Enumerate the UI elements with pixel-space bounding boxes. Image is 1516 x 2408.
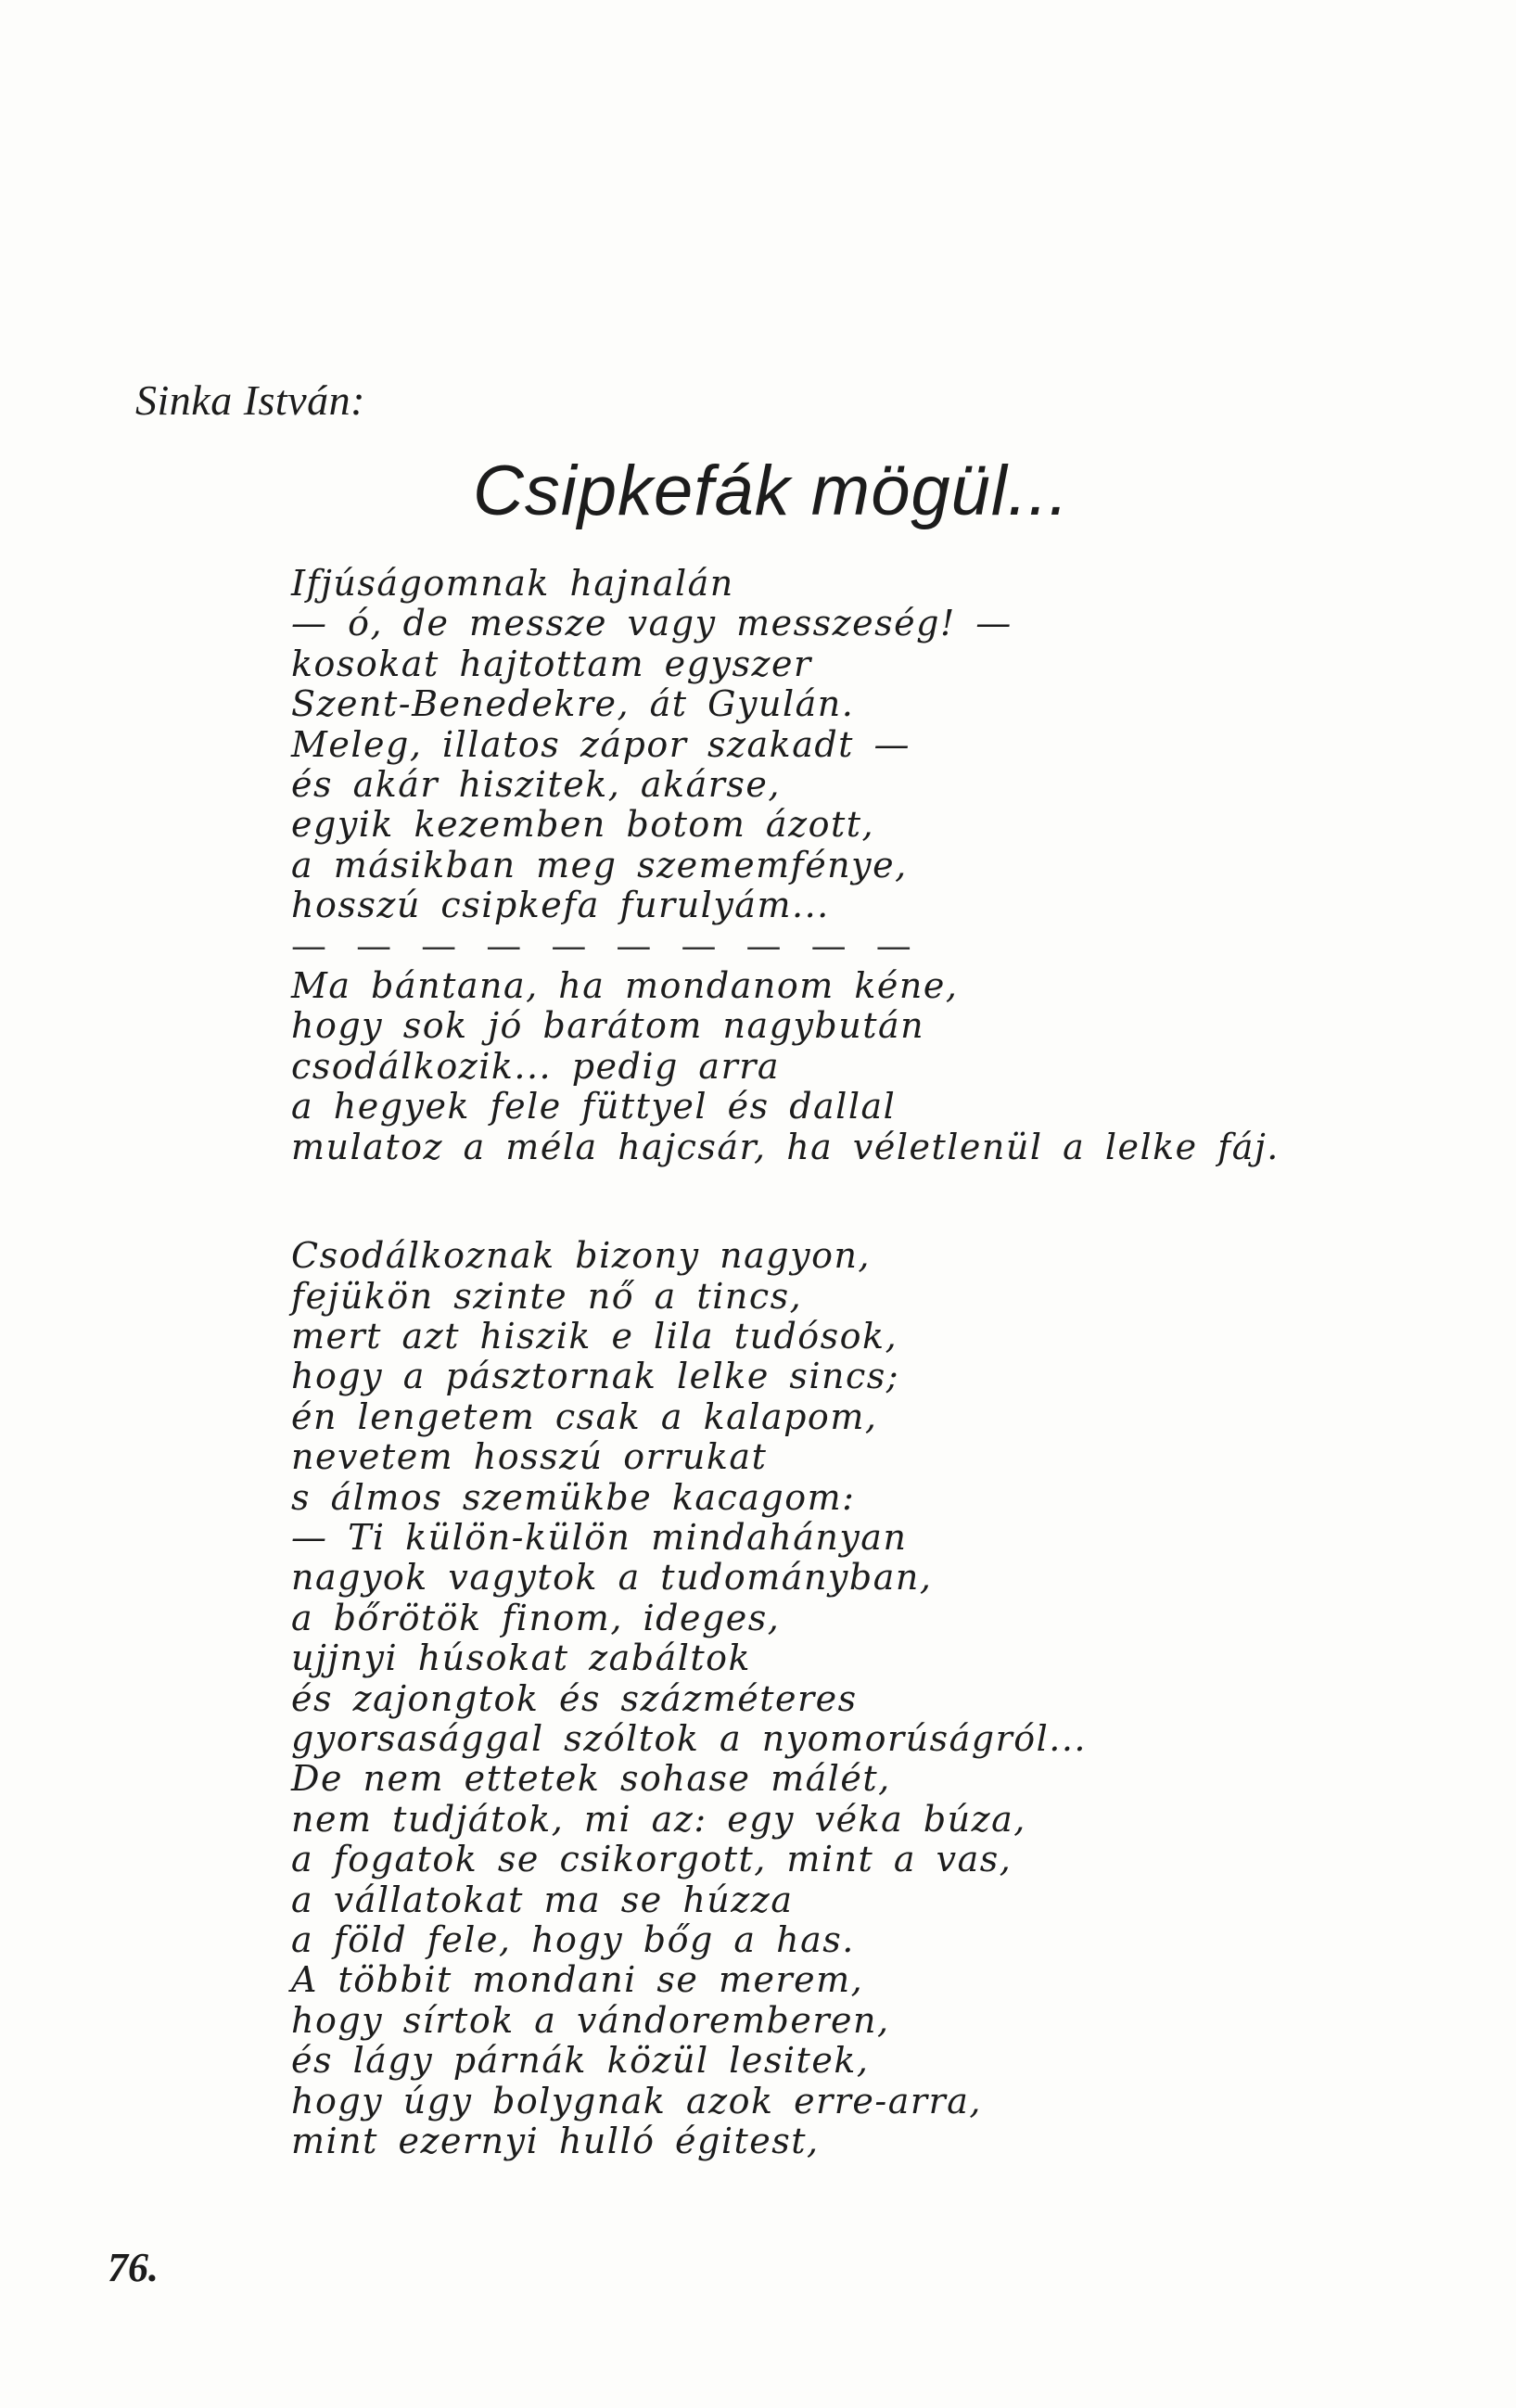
page-number: 76. [108,2245,159,2290]
poem-line: egyik kezemben botom ázott, [291,804,875,846]
poem-line: Ifjúságomnak hajnalán [291,563,734,604]
poem-line: gyorsasággal szóltok a nyomorúságról... [291,1717,1088,1759]
poem-line: a vállatokat ma se húzza [291,1879,794,1920]
poem-line: és akár hiszitek, akárse, [291,764,781,806]
poem-title: Csipkefák mögül... [473,452,1070,530]
poem-line: s álmos szemükbe kacagom: [291,1476,856,1518]
poem-line: mint ezernyi hulló égitest, [291,2121,820,2162]
poem-line: hogy úgy bolygnak azok erre-arra, [291,2080,982,2121]
poem-line: hosszú csipkefa furulyám... [291,885,830,926]
poem-line: mert azt hiszik e lila tudósok, [291,1315,898,1357]
poem-line: hogy sok jó barátom nagybután [291,1005,925,1047]
poem-line: Ma bántana, ha mondanom kéne, [291,965,959,1007]
poem-line: nevetem hosszú orrukat [291,1436,768,1478]
poem-line: — Ti külön-külön mindahányan [291,1516,908,1558]
poem-line: mulatoz a méla hajcsár, ha véletlenül a lelke fáj. [291,1126,1280,1167]
poem-line: a fogatok se csikorgott, mint a vas, [291,1839,1013,1880]
poem-line: csodálkozik... pedig arra [291,1045,781,1087]
poem-line: nem tudjátok, mi az: egy véka búza, [291,1798,1026,1840]
poem-author: Sinka István: [135,376,365,424]
poem-line: hogy sírtok a vándoremberen, [291,1999,890,2041]
poem-line: én lengetem csak a kalapom, [291,1395,878,1437]
poem-line: a hegyek fele füttyel és dallal [291,1086,897,1128]
poem-line: Meleg, illatos zápor szakadt — [291,723,911,765]
poem-stanza [291,564,1385,1167]
poem-line: De nem ettetek sohase málét, [291,1758,891,1800]
poem-line: Csodálkoznak bizony nagyon, [291,1235,871,1277]
poem-line: A többit mondani se merem, [291,1959,864,2001]
poem-body [291,564,1385,2161]
dash-separator: — — — — — — — — — — [291,924,911,966]
poem-line: a másikban meg szememfénye, [291,844,908,885]
poem-line: hogy a pásztornak lelke sincs; [291,1356,900,1397]
poem-line: ujjnyi húsokat zabáltok [291,1637,752,1679]
poem-line: fejükön szinte nő a tincs, [291,1275,803,1317]
poem-line: — ó, de messze vagy messzeség! — [291,603,1013,644]
poem-line: és zajongtok és százméteres [291,1677,858,1719]
poem-line: és lágy párnák közül lesitek, [291,2040,870,2082]
poem-line: Szent-Benedekre, át Gyulán. [291,683,855,725]
poem-stanza [291,1236,1385,2161]
poem-line: nagyok vagytok a tudományban, [291,1557,933,1599]
poem-line: a föld fele, hogy bőg a has. [291,1919,855,1960]
poem-line: a bőrötök finom, ideges, [291,1597,781,1638]
poem-line: kosokat hajtottam egyszer [291,643,812,684]
